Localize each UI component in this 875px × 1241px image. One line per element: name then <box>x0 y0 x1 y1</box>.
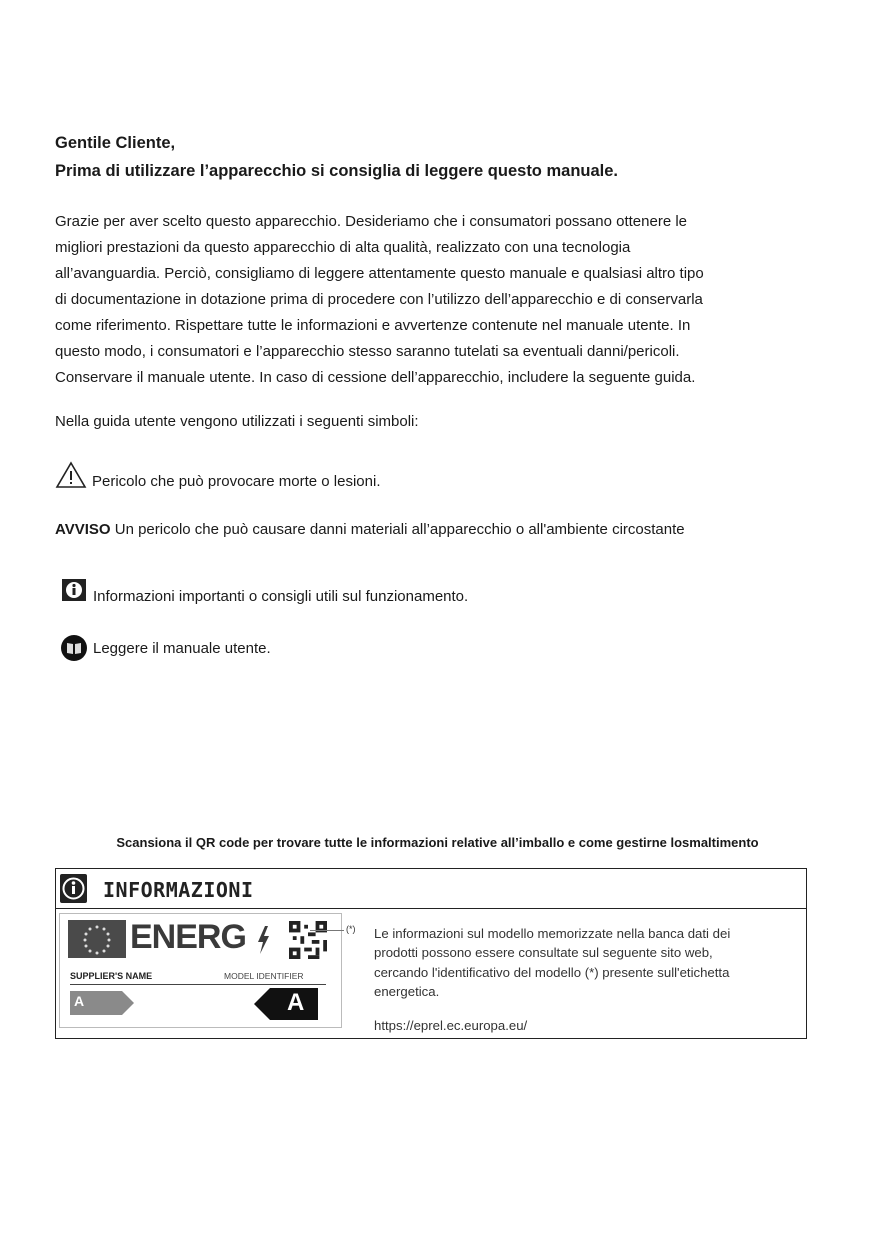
info-box-text <box>374 924 730 1001</box>
eu-flag-icon <box>68 920 126 958</box>
notice-keyword: AVVISO <box>55 521 111 538</box>
info-box-header <box>56 869 806 909</box>
subtitle: Prima di utilizzare l’apparecchio si consiglia di leggere questo manuale. <box>55 162 618 180</box>
lightning-icon <box>256 926 270 954</box>
info-box-title: INFORMAZIONI <box>103 878 254 902</box>
info-icon <box>60 874 87 903</box>
class-left-letter: A <box>74 993 85 1009</box>
qr-code-icon <box>289 921 327 959</box>
supplier-name: SUPPLIER'S NAME <box>70 971 153 981</box>
intro-line: Grazie per aver scelto questo apparecchio. Desideriamo che i consumatori possano ottenere le <box>55 213 688 230</box>
info-box <box>55 868 807 1039</box>
intro-line: all’avanguardia. Perciò, consigliamo di leggere attentamente questo manuale e qualsiasi altro tipo <box>55 265 704 282</box>
info-line: energetica. <box>374 983 440 999</box>
energy-logo-text: ENERG <box>130 918 246 956</box>
intro-line: questo modo, i consumatori e l’apparecchio stesso saranno tutelati sa eventuali danni/pericoli. <box>55 343 680 360</box>
class-arrow-right <box>254 988 318 1020</box>
notice-text: Un pericolo che può causare danni materiali all’apparecchio o all'ambiente circostante <box>114 521 685 538</box>
danger-text: Pericolo che può provocare morte o lesioni. <box>92 473 381 490</box>
arrow-line <box>310 930 344 931</box>
info-line: prodotti possono essere consultate sul seguente sito web, <box>374 945 713 961</box>
symbols-intro: Nella guida utente vengono utilizzati i seguenti simboli: <box>55 413 419 430</box>
intro-paragraph <box>55 209 704 391</box>
notice-line <box>55 521 685 538</box>
info-icon <box>62 579 86 601</box>
greeting: Gentile Cliente, <box>55 134 176 152</box>
warning-triangle-icon <box>55 461 87 489</box>
intro-line: migliori prestazioni da questo apparecchio di alta qualità, realizzato con una tecnologia <box>55 239 631 256</box>
info-line: Le informazioni sul modello memorizzate nella banca dati dei <box>374 926 731 941</box>
qr-note: Scansiona il QR code per trovare tutte le informazioni relative all’imballo e come gestirne losmaltimento <box>116 835 759 850</box>
energy-label-image <box>59 913 342 1028</box>
info-line: cercando l'identificativo del modello (*) presente sull'etichetta <box>374 964 730 980</box>
eprel-url[interactable]: https://eprel.ec.europa.eu/ <box>374 1018 528 1033</box>
model-identifier: MODEL IDENTIFIER <box>224 971 304 981</box>
book-icon <box>59 634 89 662</box>
intro-line: Conservare il manuale utente. In caso di cessione dell’apparecchio, includere la seguente guida. <box>55 369 696 386</box>
model-marker: (*) <box>346 924 356 934</box>
class-right-letter: A <box>287 989 305 1016</box>
intro-line: come riferimento. Rispettare tutte le informazioni e avvertenze contenute nel manuale utente. In <box>55 317 691 334</box>
manual-text: Leggere il manuale utente. <box>93 640 271 657</box>
label-divider <box>70 984 326 985</box>
intro-line: di documentazione in dotazione prima di procedere con l’utilizzo dell’apparecchio e di conservarla <box>55 291 703 308</box>
info-text: Informazioni importanti o consigli utili sul funzionamento. <box>93 588 469 605</box>
